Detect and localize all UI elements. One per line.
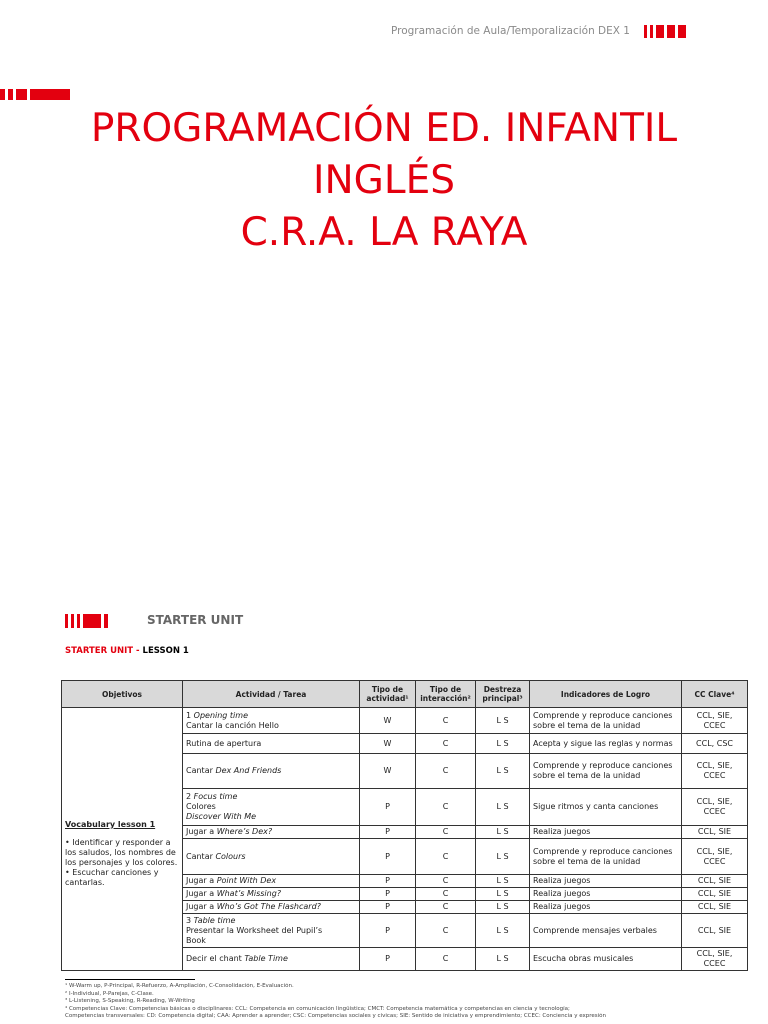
- tipo-actividad-cell: P: [360, 839, 416, 875]
- header-accent-bars: [644, 25, 686, 38]
- actividad-line: 1 Opening time: [186, 710, 248, 720]
- lesson-heading: [65, 646, 189, 656]
- table-header-row: [62, 681, 748, 708]
- destreza-cell: L S: [476, 875, 530, 888]
- title-word: Table Time: [244, 954, 288, 963]
- indicador-cell: Comprende y reproduce canciones sobre el tema de la unidad: [530, 754, 682, 789]
- tipo-interaccion-cell: C: [416, 789, 476, 826]
- section-title: STARTER UNIT: [147, 613, 244, 627]
- header-indicadores: Indicadores de Logro: [530, 681, 682, 708]
- cc-clave-cell: CCL, SIE: [682, 901, 748, 914]
- actividad-line: Jugar a Where’s Dex?: [186, 827, 273, 836]
- objetivos-title: Vocabulary lesson 1: [65, 820, 156, 829]
- tipo-interaccion-cell: C: [416, 914, 476, 948]
- destreza-cell: L S: [476, 734, 530, 754]
- cc-clave-cell: CCL, SIE: [682, 914, 748, 948]
- title-word: Discover With Me: [186, 812, 257, 821]
- destreza-cell: L S: [476, 901, 530, 914]
- destreza-cell: L S: [476, 754, 530, 789]
- title-word: Table time: [193, 915, 236, 925]
- actividad-cell: [183, 826, 360, 839]
- title-word: Point With Dex: [216, 876, 277, 885]
- tipo-actividad-cell: P: [360, 826, 416, 839]
- title-word: Dex And Friends: [215, 766, 282, 775]
- footnote-rule: [65, 979, 195, 980]
- actividad-cell: [183, 901, 360, 914]
- title-word: What’s Missing?: [216, 889, 282, 898]
- cc-clave-cell: CCL, SIE: [682, 888, 748, 901]
- destreza-cell: L S: [476, 948, 530, 971]
- tipo-actividad-cell: P: [360, 888, 416, 901]
- destreza-cell: L S: [476, 708, 530, 734]
- lesson-table: [61, 680, 748, 971]
- tipo-interaccion-cell: C: [416, 826, 476, 839]
- actividad-line: Rutina de apertura: [186, 738, 262, 748]
- footnotes: [65, 983, 745, 1021]
- actividad-cell: [183, 754, 360, 789]
- tipo-interaccion-cell: C: [416, 888, 476, 901]
- tipo-interaccion-cell: C: [416, 754, 476, 789]
- header-tipo-interaccion: Tipo de interacción²: [416, 681, 476, 708]
- destreza-cell: L S: [476, 839, 530, 875]
- indicador-cell: Comprende y reproduce canciones sobre el tema de la unidad: [530, 839, 682, 875]
- actividad-line: 3 Table time: [186, 915, 236, 925]
- actividad-line: Jugar a What’s Missing?: [186, 889, 282, 898]
- tipo-actividad-cell: W: [360, 734, 416, 754]
- objetivos-cell: [62, 708, 183, 971]
- table-row: [62, 708, 748, 734]
- header-cc-clave: CC Clave⁴: [682, 681, 748, 708]
- title-accent-bars: [0, 89, 70, 100]
- indicador-cell: Sigue ritmos y canta canciones: [530, 789, 682, 826]
- tipo-actividad-cell: P: [360, 901, 416, 914]
- actividad-line: [186, 812, 356, 822]
- indicador-cell: Realiza juegos: [530, 901, 682, 914]
- title-word: Who’s Got The Flashcard?: [216, 902, 321, 911]
- tipo-interaccion-cell: C: [416, 839, 476, 875]
- header-actividad: Actividad / Tarea: [183, 681, 360, 708]
- actividad-line: Presentar la Worksheet del Pupil’s: [186, 925, 323, 935]
- title-word: Colours: [215, 851, 246, 861]
- destreza-cell: L S: [476, 914, 530, 948]
- indicador-cell: Comprende y reproduce canciones sobre el tema de la unidad: [530, 708, 682, 734]
- actividad-cell: [183, 839, 360, 875]
- actividad-line: Book: [186, 935, 206, 945]
- actividad-cell: [183, 708, 360, 734]
- cc-clave-cell: CCL, SIE, CCEC: [682, 789, 748, 826]
- tipo-interaccion-cell: C: [416, 734, 476, 754]
- header-tipo-actividad: Tipo de actividad¹: [360, 681, 416, 708]
- header-destreza: Destreza principal³: [476, 681, 530, 708]
- tipo-interaccion-cell: C: [416, 901, 476, 914]
- indicador-cell: Acepta y sigue las reglas y normas: [530, 734, 682, 754]
- cc-clave-cell: CCL, SIE, CCEC: [682, 754, 748, 789]
- cc-clave-cell: CCL, SIE, CCEC: [682, 948, 748, 971]
- footnote-4: ⁴ Competencias Clave: Competencias básicas o disciplinares: CCL: Competencia en comunicación lingüística; CMCT: Competencia matemática y competencias en ciencia y tecnología;: [65, 1005, 570, 1012]
- running-header-text: Programación de Aula/Temporalización DEX 1: [390, 25, 630, 37]
- title-line-3: C.R.A. LA RAYA: [240, 210, 528, 255]
- cc-clave-cell: CCL, SIE, CCEC: [682, 839, 748, 875]
- tipo-actividad-cell: W: [360, 754, 416, 789]
- cc-clave-cell: CCL, CSC: [682, 734, 748, 754]
- lesson-prefix: STARTER UNIT -: [65, 646, 143, 656]
- actividad-line: Colores: [186, 802, 216, 811]
- actividad-cell: [183, 875, 360, 888]
- title-word: Where’s Dex?: [216, 827, 273, 836]
- tipo-actividad-cell: P: [360, 914, 416, 948]
- document-title: [0, 103, 768, 259]
- tipo-interaccion-cell: C: [416, 708, 476, 734]
- actividad-cell: [183, 789, 360, 826]
- tipo-actividad-cell: P: [360, 875, 416, 888]
- footnote-1: ¹ W-Warm up, P-Principal, R-Refuerzo, A-Ampliación, C-Consolidación, E-Evaluación.: [65, 983, 294, 989]
- actividad-line: Decir el chant Table Time: [186, 954, 288, 963]
- tipo-actividad-cell: P: [360, 948, 416, 971]
- tipo-actividad-cell: P: [360, 789, 416, 826]
- actividad-line: Cantar la canción Hello: [186, 720, 279, 730]
- destreza-cell: L S: [476, 789, 530, 826]
- cc-clave-cell: CCL, SIE: [682, 875, 748, 888]
- actividad-line: Jugar a Point With Dex: [186, 876, 277, 885]
- actividad-line: Cantar Dex And Friends: [186, 766, 282, 775]
- section-accent-bars: [65, 614, 108, 628]
- destreza-cell: L S: [476, 826, 530, 839]
- title-word: Opening time: [193, 710, 248, 720]
- objetivos-text: • Identificar y responder a los saludos, los nombres de los personajes y los colores. • Escuchar canciones y cantarlas.: [65, 838, 178, 887]
- cc-clave-cell: CCL, SIE, CCEC: [682, 708, 748, 734]
- indicador-cell: Comprende mensajes verbales: [530, 914, 682, 948]
- indicador-cell: Realiza juegos: [530, 888, 682, 901]
- actividad-cell: [183, 948, 360, 971]
- header-objetivos: Objetivos: [62, 681, 183, 708]
- destreza-cell: L S: [476, 888, 530, 901]
- tipo-interaccion-cell: C: [416, 948, 476, 971]
- indicador-cell: Realiza juegos: [530, 875, 682, 888]
- actividad-cell: [183, 914, 360, 948]
- tipo-interaccion-cell: C: [416, 875, 476, 888]
- lesson-name: LESSON 1: [142, 646, 189, 656]
- footnote-5: Competencias transversales: CD: Competencia digital; CAA: Aprender a aprender; CSC: Competencias sociales y cívicas; SIE: Sentido de iniciativa y emprendimiento; CCEC: Conciencia y expresión: [65, 1013, 607, 1019]
- title-line-2: INGLÉS: [312, 158, 456, 203]
- actividad-line: Cantar Colours: [186, 851, 246, 861]
- actividad-line: 2 Focus time: [186, 792, 238, 801]
- actividad-line: Jugar a Who’s Got The Flashcard?: [186, 902, 321, 911]
- actividad-cell: [183, 888, 360, 901]
- cc-clave-cell: CCL, SIE: [682, 826, 748, 839]
- title-line-1: PROGRAMACIÓN ED. INFANTIL: [90, 106, 678, 151]
- indicador-cell: Realiza juegos: [530, 826, 682, 839]
- tipo-actividad-cell: W: [360, 708, 416, 734]
- footnote-2: ² I-Individual, P-Parejas, C-Clase.: [65, 990, 154, 997]
- actividad-cell: [183, 734, 360, 754]
- indicador-cell: Escucha obras musicales: [530, 948, 682, 971]
- footnote-3: ³ L-Listening, S-Speaking, R-Reading, W-Writing: [65, 998, 195, 1004]
- title-word: Focus time: [193, 792, 238, 801]
- running-header: [0, 24, 768, 40]
